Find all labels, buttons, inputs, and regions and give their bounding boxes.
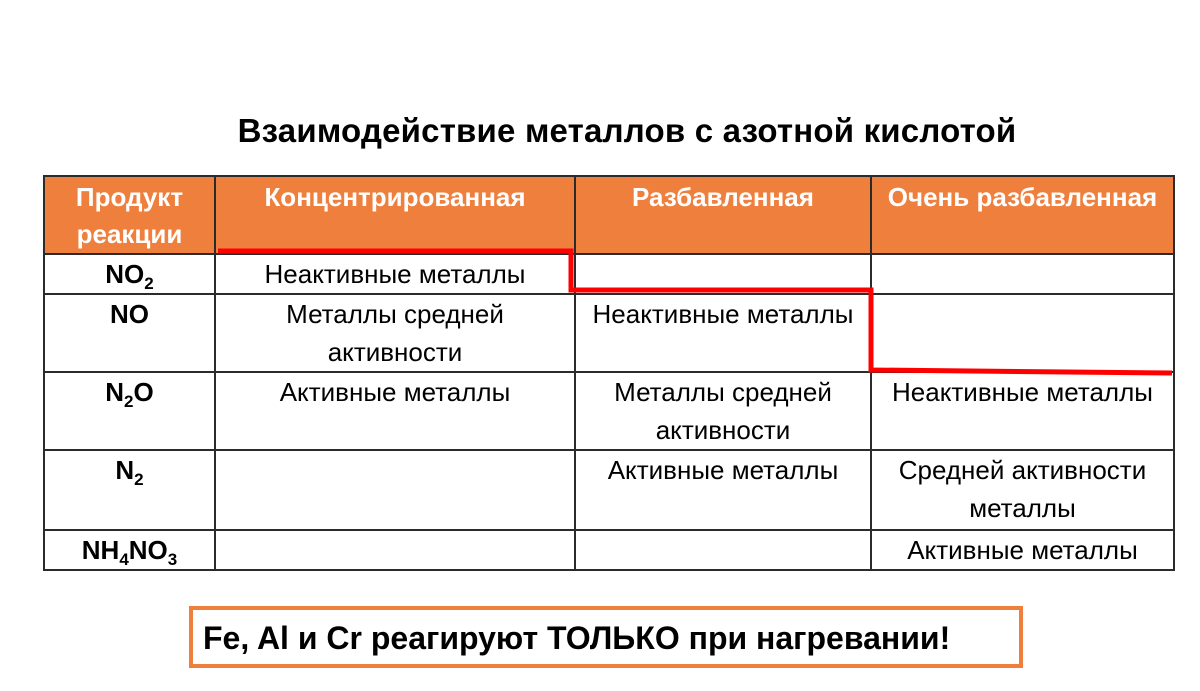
very-dilute-cell — [871, 254, 1174, 294]
header-very-dilute: Очень разбавленная — [871, 176, 1174, 254]
product-cell: NO — [44, 294, 215, 372]
product-cell: $NH_4NO_3$ — [44, 530, 215, 570]
concentrated-cell: Металлы средней активности — [215, 294, 575, 372]
dilute-cell: Металлы средней активности — [575, 372, 871, 450]
concentrated-cell: Активные металлы — [215, 372, 575, 450]
table-row — [44, 254, 1174, 294]
table-row — [44, 294, 1174, 372]
concentrated-cell: Неактивные металлы — [215, 254, 575, 294]
very-dilute-cell: Активные металлы — [871, 530, 1174, 570]
header-row — [44, 176, 1174, 254]
dilute-cell — [575, 530, 871, 570]
header-dilute: Разбавленная — [575, 176, 871, 254]
product-cell: $N_2$ — [44, 450, 215, 530]
product-cell: $N_2O$ — [44, 372, 215, 450]
very-dilute-cell: Неактивные металлы — [871, 372, 1174, 450]
page-title: Взаимодействие металлов с азотной кислотой — [237, 112, 1017, 149]
dilute-cell: Неактивные металлы — [575, 294, 871, 372]
note-text: Fe, Al и Cr реагируют ТОЛЬКО при нагревании! — [203, 620, 951, 656]
table-row — [44, 372, 1174, 450]
product-cell: $NO_2$ — [44, 254, 215, 294]
concentrated-cell — [215, 530, 575, 570]
very-dilute-cell: Средней активности металлы — [871, 450, 1174, 530]
very-dilute-cell — [871, 294, 1174, 372]
header-concentrated: Концентрированная — [215, 176, 575, 254]
dilute-cell — [575, 254, 871, 294]
dilute-cell: Активные металлы — [575, 450, 871, 530]
reaction-table — [43, 175, 1175, 571]
note-box — [189, 606, 1023, 668]
table-row — [44, 530, 1174, 570]
table-row — [44, 450, 1174, 530]
header-product: Продукт реакции — [44, 176, 215, 254]
concentrated-cell — [215, 450, 575, 530]
